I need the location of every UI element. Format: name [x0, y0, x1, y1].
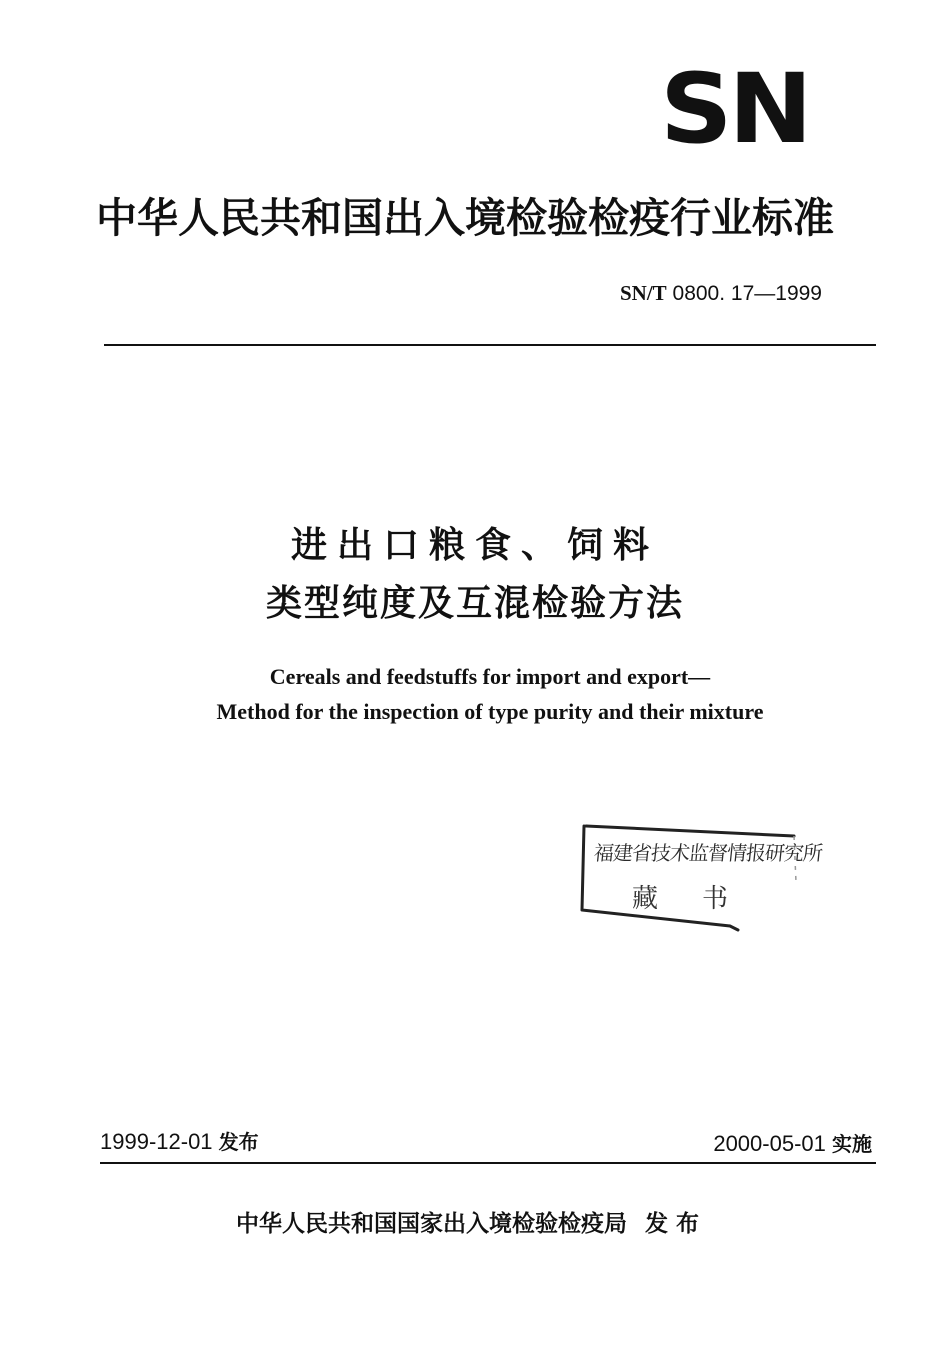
implementation-date-value: 2000-05-01	[713, 1131, 826, 1156]
english-title-line-1: Cereals and feedstuffs for import and export—	[269, 664, 711, 689]
standard-code-prefix: SN/T	[620, 281, 667, 305]
publisher-name: 中华人民共和国国家出入境检验检疫局	[236, 1211, 627, 1237]
english-title-line-2: Method for the inspection of type purity and their mixture	[216, 699, 764, 724]
issue-date-value: 1999-12-01	[100, 1129, 213, 1154]
chinese-title-line-1: 进出口粮食、饲料	[290, 525, 659, 566]
standard-code-number: 0800. 17—1999	[666, 282, 822, 305]
sn-logo: SN	[660, 53, 809, 165]
stamp-institution-text: 福建省技术监督情报研究所	[592, 841, 824, 865]
implementation-date	[713, 1130, 872, 1158]
publisher-line	[236, 1208, 707, 1240]
implementation-date-suffix: 实施	[832, 1132, 872, 1156]
issue-date	[100, 1128, 259, 1156]
issue-date-suffix: 发布	[218, 1130, 259, 1154]
bottom-divider	[100, 1162, 876, 1164]
publisher-verb: 发布	[645, 1211, 707, 1237]
library-stamp	[580, 822, 824, 932]
standard-code	[620, 280, 850, 307]
top-divider	[104, 344, 876, 346]
industry-standard-title: 中华人民共和国出入境检验检疫行业标准	[96, 194, 834, 242]
stamp-collection-text: 藏书	[632, 884, 773, 914]
chinese-title-line-2: 类型纯度及互混检验方法	[265, 583, 684, 624]
